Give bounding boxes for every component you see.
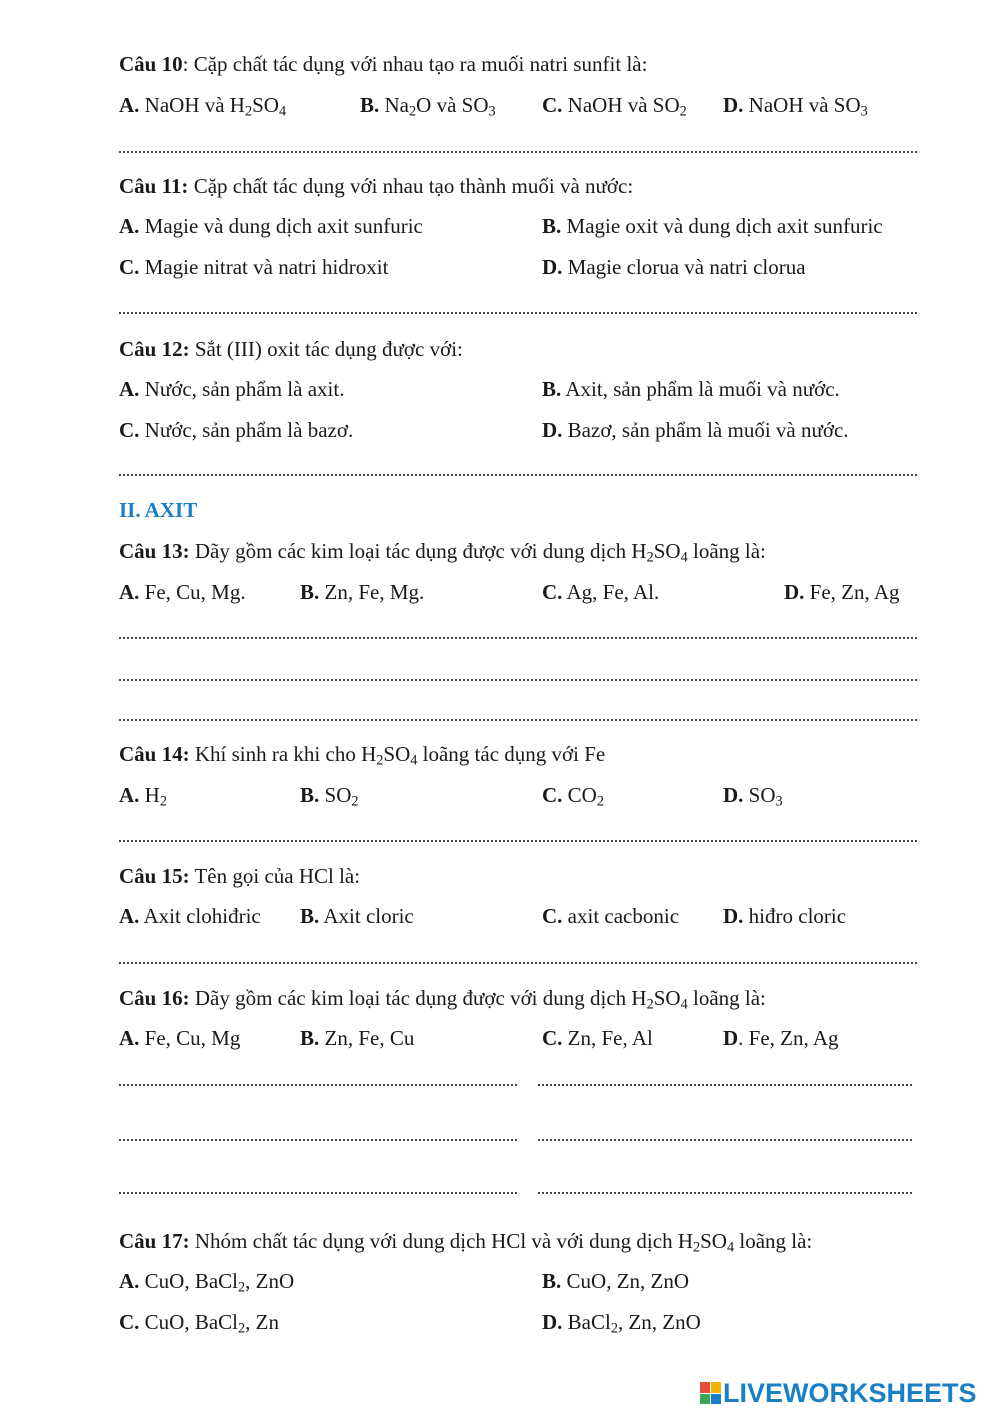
answer-line[interactable] bbox=[119, 472, 917, 476]
answer-line[interactable] bbox=[119, 717, 917, 721]
answer-line[interactable] bbox=[538, 1082, 912, 1086]
question-text: Câu 11: Cặp chất tác dụng với nhau tạo thành muối và nước: bbox=[119, 174, 634, 198]
question-12 bbox=[0, 337, 1000, 367]
option-b[interactable]: B. $SO_2$ bbox=[300, 783, 359, 810]
option-c[interactable]: C. Nước, sản phẩm là bazơ. bbox=[119, 418, 354, 442]
option-c[interactable]: C. CuO, BaCl$_2$, Zn bbox=[119, 1310, 279, 1337]
question-text: Câu 14: Khí sinh ra khi cho $H_2SO_4$ loãng tác dụng với Fe bbox=[119, 742, 606, 769]
options-row bbox=[0, 1310, 1000, 1340]
brand-name: LIVEWORKSHEETS bbox=[723, 1377, 977, 1408]
option-a[interactable]: A. Nước, sản phẩm là axit. bbox=[119, 377, 345, 401]
option-a[interactable]: A. $H_2$ bbox=[119, 783, 167, 810]
option-c[interactable]: C. Ag, Fe, Al. bbox=[542, 580, 660, 604]
options-row bbox=[0, 904, 1000, 934]
option-a[interactable]: A. Fe, Cu, Mg. bbox=[119, 580, 246, 604]
question-13 bbox=[0, 539, 1000, 569]
liveworksheets-logo bbox=[700, 1378, 977, 1408]
question-text: Câu 12: Sắt (III) oxit tác dụng được với: bbox=[119, 337, 463, 361]
options-row bbox=[0, 1269, 1000, 1299]
option-b[interactable]: B. Axit cloric bbox=[300, 904, 414, 928]
option-d[interactable]: D. Fe, Zn, Ag bbox=[723, 1026, 839, 1050]
option-d[interactable]: D. Magie clorua và natri clorua bbox=[542, 255, 806, 279]
options-row bbox=[0, 214, 1000, 244]
answer-line[interactable] bbox=[119, 149, 917, 153]
options-row bbox=[0, 1026, 1000, 1056]
option-a[interactable]: A. Fe, Cu, Mg bbox=[119, 1026, 241, 1050]
answer-line[interactable] bbox=[119, 1190, 517, 1194]
option-a[interactable]: A. NaOH và $H_2SO_4$ bbox=[119, 93, 287, 120]
question-15 bbox=[0, 864, 1000, 894]
option-c[interactable]: C. axit cacbonic bbox=[542, 904, 680, 928]
question-16 bbox=[0, 986, 1000, 1016]
question-10 bbox=[0, 52, 1000, 82]
option-a[interactable]: A. CuO, BaCl$_2$, ZnO bbox=[119, 1269, 295, 1296]
question-11 bbox=[0, 174, 1000, 204]
question-17 bbox=[0, 1229, 1000, 1259]
option-b[interactable]: B. Axit, sản phẩm là muối và nước. bbox=[542, 377, 840, 401]
option-a[interactable]: A. Axit clohiđric bbox=[119, 904, 261, 928]
option-c[interactable]: C. NaOH và $SO_2$ bbox=[542, 93, 687, 120]
option-c[interactable]: C. Magie nitrat và natri hidroxit bbox=[119, 255, 389, 279]
option-d[interactable]: D. $SO_3$ bbox=[723, 783, 783, 810]
answer-line[interactable] bbox=[119, 635, 917, 639]
option-a[interactable]: A. Magie và dung dịch axit sunfuric bbox=[119, 214, 423, 238]
option-b[interactable]: B. Zn, Fe, Mg. bbox=[300, 580, 425, 604]
answer-line[interactable] bbox=[538, 1137, 912, 1141]
option-d[interactable]: D. hiđro cloric bbox=[723, 904, 847, 928]
question-text: Câu 15: Tên gọi của HCl là: bbox=[119, 864, 361, 888]
options-row bbox=[0, 93, 1000, 123]
option-b[interactable]: B. Zn, Fe, Cu bbox=[300, 1026, 415, 1050]
section-heading: II. AXIT bbox=[119, 498, 198, 522]
liveworksheets-icon bbox=[700, 1382, 720, 1404]
answer-line[interactable] bbox=[119, 960, 917, 964]
option-b[interactable]: B. Magie oxit và dung dịch axit sunfuric bbox=[542, 214, 883, 238]
option-c[interactable]: C. $CO_2$ bbox=[542, 783, 604, 810]
option-c[interactable]: C. Zn, Fe, Al bbox=[542, 1026, 653, 1050]
options-row bbox=[0, 255, 1000, 285]
question-text: Câu 10: Cặp chất tác dụng với nhau tạo ra muối natri sunfit là: bbox=[119, 52, 648, 76]
option-b[interactable]: B. CuO, Zn, ZnO bbox=[542, 1269, 690, 1293]
options-row bbox=[0, 783, 1000, 813]
option-d[interactable]: D. BaCl$_2$, Zn, ZnO bbox=[542, 1310, 701, 1337]
answer-line[interactable] bbox=[119, 677, 917, 681]
question-text: Câu 16: Dãy gồm các kim loại tác dụng được với dung dịch $H_2SO_4$ loãng là: bbox=[119, 986, 766, 1013]
answer-line[interactable] bbox=[119, 1137, 517, 1141]
answer-line[interactable] bbox=[119, 310, 917, 314]
answer-line[interactable] bbox=[119, 838, 917, 842]
option-d[interactable]: D. Bazơ, sản phẩm là muối và nước. bbox=[542, 418, 849, 442]
option-b[interactable]: B. $Na_2O$ và $SO_3$ bbox=[360, 93, 496, 120]
option-d[interactable]: D. Fe, Zn, Ag bbox=[784, 580, 900, 604]
options-row bbox=[0, 377, 1000, 407]
options-row bbox=[0, 418, 1000, 448]
option-d[interactable]: D. NaOH và $SO_3$ bbox=[723, 93, 868, 120]
options-row bbox=[0, 580, 1000, 610]
question-14 bbox=[0, 742, 1000, 772]
answer-line[interactable] bbox=[538, 1190, 912, 1194]
question-text: Câu 17: Nhóm chất tác dụng với dung dịch HCl và với dung dịch $H_2SO_4$ loãng là: bbox=[119, 1229, 813, 1256]
question-text: Câu 13: Dãy gồm các kim loại tác dụng được với dung dịch $H_2SO_4$ loãng là: bbox=[119, 539, 766, 566]
answer-line[interactable] bbox=[119, 1082, 517, 1086]
